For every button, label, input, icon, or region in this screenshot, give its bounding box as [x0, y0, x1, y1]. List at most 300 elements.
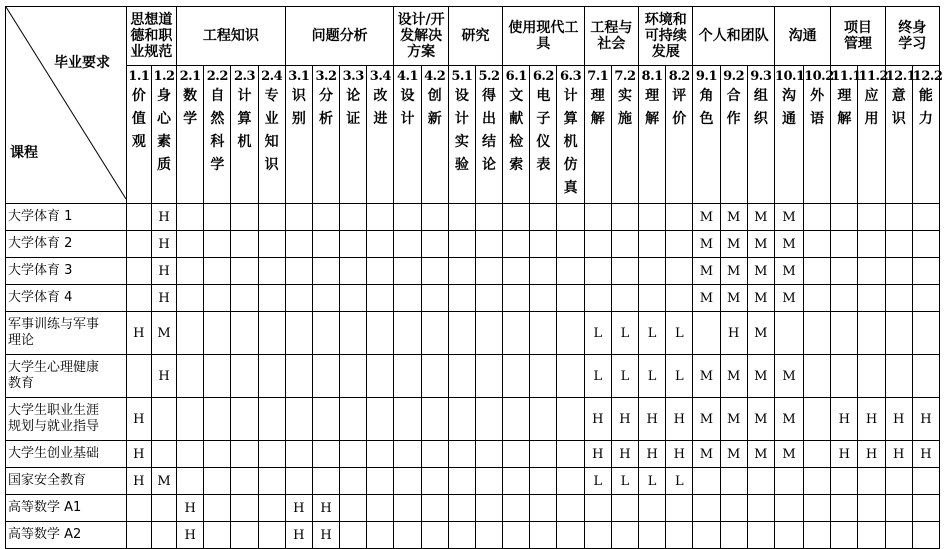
support-level-cell: [557, 204, 584, 231]
support-level-cell: [747, 495, 774, 522]
support-level-cell: [204, 468, 231, 495]
sub-requirement-header: [885, 66, 916, 204]
support-level-cell: [126, 204, 151, 231]
course-name: [6, 441, 127, 468]
sub-requirement-number: 7.1: [587, 69, 609, 84]
support-level-cell: [912, 312, 939, 355]
support-level-cell: [611, 258, 638, 285]
support-level-cell: [557, 312, 584, 355]
support-level-cell: [858, 231, 885, 258]
support-level-cell: [666, 495, 693, 522]
support-level-cell: [448, 355, 475, 398]
group-header-line: 终身: [898, 20, 927, 36]
support-level-cell: [584, 285, 611, 312]
support-level-cell: [448, 441, 475, 468]
support-level-cell: [774, 495, 803, 522]
course-name: [6, 495, 127, 522]
sub-requirement-char: 创: [427, 88, 442, 104]
group-header: [126, 7, 176, 66]
support-level-cell: H: [858, 441, 885, 468]
support-level-cell: [177, 258, 204, 285]
support-level-cell: [475, 231, 502, 258]
sub-requirement-number: 3.3: [342, 69, 364, 84]
sub-requirement-char: 解: [837, 111, 852, 127]
group-header: [885, 7, 939, 66]
support-level-cell: [584, 231, 611, 258]
sub-requirement-char: 沟: [782, 88, 796, 104]
support-level-cell: M: [774, 204, 803, 231]
group-header-line: 管理: [843, 36, 872, 52]
support-level-cell: [151, 441, 176, 468]
support-level-cell: [340, 312, 367, 355]
support-level-cell: [804, 312, 831, 355]
support-level-cell: [285, 355, 312, 398]
sub-requirement-char: 然: [210, 111, 225, 127]
group-header-line: 发展: [651, 44, 680, 60]
course-name-line: 军事训练与军事: [8, 317, 100, 332]
support-level-cell: L: [584, 468, 611, 495]
group-header-line: 德和职: [130, 28, 173, 44]
support-level-cell: [394, 355, 421, 398]
sub-requirement-header: [421, 66, 448, 204]
support-level-cell: [285, 285, 312, 312]
support-level-cell: [774, 312, 803, 355]
support-level-cell: [475, 285, 502, 312]
support-level-cell: [557, 468, 584, 495]
sub-requirement-number: 2.3: [233, 69, 256, 84]
support-level-cell: [231, 441, 258, 468]
sub-requirement-header: [720, 66, 747, 204]
table-row: [6, 231, 940, 258]
table-row: [6, 204, 940, 231]
group-header-line: 方案: [407, 44, 436, 60]
group-header: [503, 7, 585, 66]
corner-header: [6, 7, 127, 204]
support-level-cell: [530, 468, 557, 495]
support-level-cell: H: [831, 441, 858, 468]
support-level-cell: [177, 204, 204, 231]
support-level-cell: [475, 441, 502, 468]
support-level-cell: H: [285, 495, 312, 522]
support-level-cell: [885, 231, 912, 258]
sub-requirement-number: 2.2: [206, 69, 228, 84]
sub-requirement-char: 识: [291, 88, 306, 104]
group-header: [831, 7, 885, 66]
support-level-cell: M: [720, 231, 747, 258]
sub-requirement-char: 文: [509, 88, 524, 104]
support-level-cell: [394, 312, 421, 355]
sub-requirement-char: 仿: [563, 157, 578, 173]
sub-requirement-header: [693, 66, 720, 204]
support-level-cell: [639, 231, 666, 258]
support-level-cell: H: [611, 441, 638, 468]
sub-requirement-number: 3.4: [369, 69, 391, 84]
support-level-cell: [312, 468, 339, 495]
course-name: [6, 522, 127, 549]
sub-requirement-number: 9.3: [750, 69, 772, 84]
support-level-cell: [394, 495, 421, 522]
support-level-cell: [258, 522, 285, 549]
support-level-cell: [285, 204, 312, 231]
support-level-cell: [503, 398, 530, 441]
sub-requirement-char: 理: [590, 88, 605, 104]
course-name-line: 理论: [8, 333, 35, 348]
sub-requirement-char: 织: [753, 111, 768, 127]
support-level-cell: [503, 312, 530, 355]
support-level-cell: [367, 231, 394, 258]
support-level-cell: [666, 285, 693, 312]
sub-requirement-char: 计: [400, 111, 415, 127]
sub-requirement-char: 分: [319, 88, 334, 104]
support-level-cell: [367, 495, 394, 522]
support-level-cell: [204, 495, 231, 522]
support-level-cell: [285, 312, 312, 355]
sub-requirement-char: 科: [210, 134, 225, 150]
support-level-cell: [340, 285, 367, 312]
sub-requirement-char: 析: [319, 111, 334, 127]
support-level-cell: [530, 312, 557, 355]
support-level-cell: [177, 441, 204, 468]
sub-requirement-char: 外: [810, 88, 825, 104]
support-level-cell: [312, 312, 339, 355]
sub-requirement-char: 算: [563, 111, 578, 127]
support-level-cell: [831, 231, 858, 258]
support-level-cell: [367, 398, 394, 441]
support-level-cell: [639, 258, 666, 285]
sub-requirement-number: 11.1: [831, 69, 861, 84]
support-level-cell: L: [611, 468, 638, 495]
course-name-line: 大学体育 1: [8, 209, 73, 224]
sub-requirement-header: [774, 66, 803, 204]
sub-requirement-number: 12.2: [912, 69, 943, 84]
sub-requirement-number: 6.2: [532, 69, 554, 84]
sub-requirement-number: 9.1: [695, 69, 718, 84]
support-level-cell: [340, 522, 367, 549]
support-level-cell: [367, 258, 394, 285]
support-level-cell: M: [747, 258, 774, 285]
sub-requirement-header: [557, 66, 584, 204]
support-level-cell: [885, 204, 912, 231]
support-level-cell: [231, 398, 258, 441]
support-level-cell: [804, 285, 831, 312]
sub-requirement-number: 8.2: [668, 69, 690, 84]
sub-requirement-header: [312, 66, 339, 204]
support-level-cell: [557, 522, 584, 549]
course-name: [6, 285, 127, 312]
support-level-cell: [611, 495, 638, 522]
sub-requirement-char: 语: [810, 111, 825, 127]
group-header-line: 社会: [597, 36, 626, 52]
support-level-cell: M: [693, 285, 720, 312]
course-name-line: 教育: [8, 376, 35, 391]
support-level-cell: [584, 495, 611, 522]
support-level-cell: [885, 522, 912, 549]
sub-requirement-char: 角: [699, 88, 714, 104]
support-level-cell: L: [639, 355, 666, 398]
group-header-line: 使用现代工: [508, 20, 579, 36]
support-level-cell: [639, 285, 666, 312]
group-header: [584, 7, 638, 66]
support-level-cell: [774, 468, 803, 495]
support-level-cell: [804, 468, 831, 495]
sub-requirement-number: 9.2: [723, 69, 745, 84]
support-level-cell: M: [151, 312, 176, 355]
support-level-cell: L: [639, 312, 666, 355]
sub-requirement-header: [858, 66, 889, 204]
sub-requirement-char: 观: [131, 134, 146, 150]
support-level-cell: [475, 258, 502, 285]
support-level-cell: M: [720, 355, 747, 398]
support-level-cell: [151, 398, 176, 441]
sub-requirement-char: 计: [563, 88, 578, 104]
support-level-cell: [611, 204, 638, 231]
support-level-cell: [858, 204, 885, 231]
sub-requirement-header: [177, 66, 204, 204]
course-name-line: 国家安全教育: [8, 473, 87, 488]
support-level-cell: M: [774, 258, 803, 285]
support-level-cell: [367, 355, 394, 398]
support-level-cell: H: [126, 441, 151, 468]
support-level-cell: M: [151, 468, 176, 495]
support-level-cell: [503, 285, 530, 312]
support-level-cell: [394, 204, 421, 231]
support-level-cell: [448, 204, 475, 231]
support-level-cell: H: [126, 312, 151, 355]
support-level-cell: [912, 258, 939, 285]
sub-requirement-char: 色: [699, 111, 714, 127]
support-level-cell: [394, 258, 421, 285]
support-level-cell: [258, 312, 285, 355]
support-level-cell: [126, 495, 151, 522]
support-level-cell: [503, 441, 530, 468]
support-level-cell: [258, 398, 285, 441]
support-level-cell: M: [747, 312, 774, 355]
support-level-cell: H: [639, 441, 666, 468]
support-level-cell: [340, 398, 367, 441]
group-header: [774, 7, 830, 66]
group-header-line: 研究: [461, 28, 490, 44]
sub-requirement-header: [666, 66, 693, 204]
support-level-cell: [177, 312, 204, 355]
support-level-cell: L: [584, 312, 611, 355]
support-level-cell: [530, 398, 557, 441]
support-level-cell: [151, 495, 176, 522]
sub-requirement-char: 素: [157, 134, 171, 150]
group-header-line: 学习: [898, 36, 927, 52]
sub-requirement-number: 10.1: [774, 69, 805, 84]
sub-requirement-char: 计: [454, 111, 469, 127]
support-level-cell: [530, 204, 557, 231]
support-level-cell: [804, 398, 831, 441]
course-name: [6, 468, 127, 495]
support-level-cell: [421, 398, 448, 441]
support-level-cell: M: [774, 285, 803, 312]
support-level-cell: [584, 522, 611, 549]
support-level-cell: [912, 231, 939, 258]
support-level-cell: [858, 495, 885, 522]
support-level-cell: [177, 231, 204, 258]
support-level-cell: [258, 204, 285, 231]
sub-requirement-char: 别: [291, 111, 306, 127]
support-level-cell: [126, 285, 151, 312]
support-level-cell: M: [720, 441, 747, 468]
support-level-cell: [394, 285, 421, 312]
sub-requirement-char: 值: [131, 111, 146, 127]
support-level-cell: [312, 398, 339, 441]
support-level-cell: H: [126, 468, 151, 495]
sub-requirement-char: 质: [157, 157, 171, 173]
support-level-cell: [285, 468, 312, 495]
support-level-cell: [530, 522, 557, 549]
support-level-cell: [557, 398, 584, 441]
support-level-cell: [503, 522, 530, 549]
sub-requirement-header: [394, 66, 421, 204]
sub-requirement-char: 应: [864, 88, 879, 104]
support-level-cell: [885, 258, 912, 285]
support-level-cell: [720, 468, 747, 495]
support-level-cell: [804, 522, 831, 549]
support-level-cell: [421, 285, 448, 312]
support-level-cell: L: [611, 355, 638, 398]
support-level-cell: [285, 231, 312, 258]
sub-requirement-char: 作: [726, 111, 741, 127]
sub-requirement-char: 理: [837, 88, 852, 104]
support-level-cell: H: [720, 312, 747, 355]
course-name-line: 大学生创业基础: [8, 446, 100, 461]
support-level-cell: [720, 495, 747, 522]
sub-requirement-char: 解: [590, 111, 605, 127]
support-level-cell: [394, 398, 421, 441]
sub-requirement-number: 3.1: [288, 69, 310, 84]
support-level-cell: [151, 522, 176, 549]
support-level-cell: [885, 468, 912, 495]
support-level-cell: [503, 355, 530, 398]
sub-requirement-char: 能: [918, 88, 933, 104]
support-level-cell: [258, 355, 285, 398]
support-level-cell: H: [151, 258, 176, 285]
sub-requirement-number: 10.2: [804, 69, 834, 84]
support-level-cell: [177, 468, 204, 495]
support-level-cell: [530, 231, 557, 258]
group-header: [394, 7, 448, 66]
support-level-cell: H: [639, 398, 666, 441]
sub-requirement-char: 证: [346, 111, 361, 127]
support-level-cell: [340, 495, 367, 522]
support-level-cell: [831, 355, 858, 398]
support-level-cell: [340, 355, 367, 398]
support-level-cell: [231, 355, 258, 398]
support-level-cell: [448, 285, 475, 312]
support-level-cell: M: [693, 398, 720, 441]
support-level-cell: [666, 258, 693, 285]
support-level-cell: H: [177, 522, 204, 549]
support-level-cell: [285, 398, 312, 441]
support-level-cell: [503, 204, 530, 231]
support-level-cell: H: [666, 441, 693, 468]
sub-requirement-char: 献: [509, 111, 524, 127]
course-name-line: 规划与就业指导: [8, 419, 100, 434]
support-level-cell: [912, 495, 939, 522]
support-level-cell: [584, 204, 611, 231]
support-level-cell: [340, 204, 367, 231]
diagonal-line: [6, 7, 126, 199]
sub-requirement-char: 力: [918, 111, 933, 127]
sub-requirement-header: [367, 66, 394, 204]
support-level-cell: H: [858, 398, 885, 441]
support-level-cell: [804, 258, 831, 285]
support-level-cell: [530, 495, 557, 522]
sub-requirement-char: 识: [891, 111, 906, 127]
course-name: [6, 204, 127, 231]
support-level-cell: [394, 468, 421, 495]
sub-requirement-char: 索: [509, 157, 524, 173]
support-level-cell: [340, 441, 367, 468]
support-level-cell: [557, 258, 584, 285]
support-level-cell: [231, 258, 258, 285]
support-level-cell: [885, 312, 912, 355]
sub-requirement-char: 身: [157, 88, 171, 104]
sub-requirement-char: 结: [482, 134, 497, 150]
support-level-cell: [804, 355, 831, 398]
support-level-cell: [448, 258, 475, 285]
support-level-cell: [421, 441, 448, 468]
group-header-line: 环境和: [644, 12, 687, 28]
support-level-cell: [312, 204, 339, 231]
support-level-cell: [126, 231, 151, 258]
sub-requirement-char: 学: [183, 111, 198, 127]
support-level-cell: H: [312, 522, 339, 549]
sub-requirement-char: 自: [210, 88, 225, 104]
support-level-cell: [367, 204, 394, 231]
support-level-cell: [503, 231, 530, 258]
header-sub-row: [6, 66, 940, 204]
sub-requirement-number: 5.2: [478, 69, 500, 84]
sub-requirement-header: [804, 66, 834, 204]
sub-requirement-char: 专: [264, 88, 279, 104]
support-level-cell: [421, 204, 448, 231]
support-level-cell: [475, 468, 502, 495]
sub-requirement-char: 数: [183, 88, 198, 104]
support-level-cell: [312, 231, 339, 258]
sub-requirement-char: 表: [536, 157, 551, 173]
support-level-cell: L: [666, 468, 693, 495]
support-level-cell: [831, 495, 858, 522]
sub-requirement-number: 5.1: [451, 69, 473, 84]
support-level-cell: M: [693, 441, 720, 468]
sub-requirement-char: 子: [536, 111, 551, 127]
support-level-cell: [204, 258, 231, 285]
support-level-cell: [774, 522, 803, 549]
support-level-cell: [639, 495, 666, 522]
support-level-cell: H: [666, 398, 693, 441]
course-name-line: 高等数学 A2: [8, 527, 82, 542]
support-level-cell: H: [151, 355, 176, 398]
course-label: 课程: [10, 145, 38, 161]
sub-requirement-char: 算: [237, 111, 252, 127]
support-level-cell: [503, 468, 530, 495]
support-level-cell: [340, 468, 367, 495]
sub-requirement-number: 12.1: [885, 69, 916, 84]
sub-requirement-char: 验: [454, 157, 469, 173]
support-level-cell: [258, 468, 285, 495]
sub-requirement-char: 解: [645, 111, 660, 127]
support-level-cell: [611, 231, 638, 258]
support-level-cell: [126, 258, 151, 285]
support-level-cell: [285, 258, 312, 285]
sub-requirement-char: 意: [891, 88, 906, 104]
course-requirement-matrix: [5, 6, 943, 549]
support-level-cell: [258, 495, 285, 522]
